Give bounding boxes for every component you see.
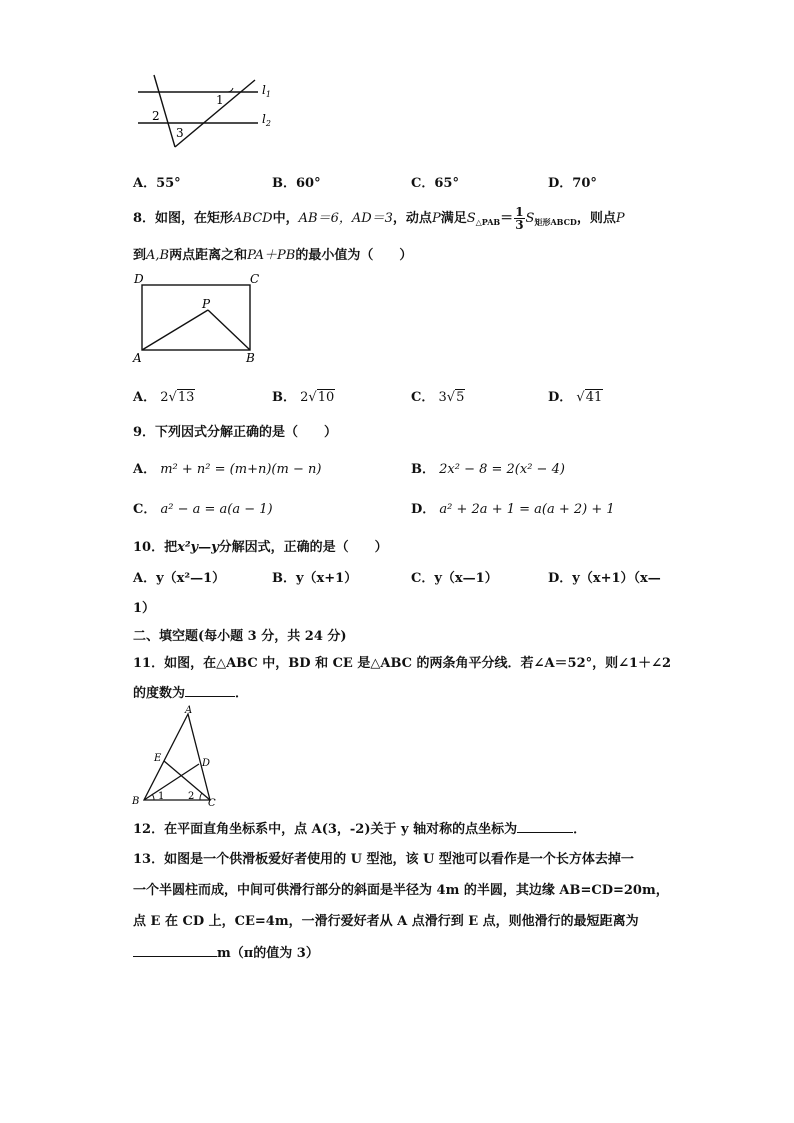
fig7-l2: $l_2$: [262, 112, 271, 128]
fig8-label-b: B: [246, 351, 255, 365]
q9-stem: 9．下列因式分解正确的是（ ）: [133, 425, 338, 440]
fig11-label-a: A: [185, 705, 193, 716]
q9-option-d[interactable]: D． a² + 2a + 1 = a(a + 2) + 1: [411, 502, 615, 517]
q9-option-a[interactable]: A． m² + n² = (m+n)(m − n): [133, 462, 322, 477]
fig11-angle1: 1: [158, 791, 165, 802]
q11-figure: [128, 704, 228, 808]
q8-option-d[interactable]: D． √41: [548, 390, 603, 405]
fig7-angle3: 3: [176, 126, 184, 140]
q11-answer-blank[interactable]: [185, 684, 235, 697]
fig11-label-c: C: [208, 798, 216, 808]
fig8-label-d: D: [134, 272, 144, 286]
transversal-right: [175, 80, 255, 147]
segment-pa: [142, 310, 208, 350]
q10-option-d-wrap: 1）: [133, 601, 156, 616]
fig11-angle2: 2: [188, 791, 195, 802]
q13-stem-line3: 点 E 在 CD 上，CE=4m，一滑行爱好者从 A 点滑行到 E 点，则他滑行的最短距离为: [133, 914, 639, 929]
q11-stem-line2: 的度数为 ．: [133, 686, 249, 701]
q8-option-c[interactable]: C． 3√5: [411, 390, 465, 405]
q7-option-c[interactable]: C．65°: [411, 176, 459, 191]
q7-figure: [130, 72, 280, 152]
q12-answer-blank[interactable]: [517, 820, 573, 833]
fig11-label-d: D: [202, 758, 211, 769]
q10-option-b[interactable]: B．y（x+1）: [272, 571, 358, 586]
q9-option-b[interactable]: B． 2x² − 8 = 2(x² − 4): [411, 462, 565, 477]
fig11-label-b: B: [132, 796, 140, 807]
q10-option-a[interactable]: A．y（x²—1）: [133, 571, 226, 586]
q13-stem-line2: 一个半圆柱而成，中间可供滑行部分的斜面是半径为 4m 的半圆，其边缘 AB=CD=20m，: [133, 883, 669, 898]
q13-answer-blank[interactable]: [133, 944, 217, 957]
q8-option-a[interactable]: A． 2√13: [133, 390, 195, 405]
fig7-l1: $l_1$: [262, 83, 271, 99]
q8-figure: [128, 270, 268, 366]
q8-option-b[interactable]: B． 2√10: [272, 390, 335, 405]
q13-stem-line4: m（π的值为 3）: [133, 942, 319, 961]
q10-option-c[interactable]: C．y（x—1）: [411, 571, 498, 586]
fig7-angle2: 2: [152, 109, 160, 123]
q7-option-d[interactable]: D．70°: [548, 176, 597, 191]
q7-option-b[interactable]: B．60°: [272, 176, 321, 191]
fig8-label-a: A: [133, 351, 142, 365]
fig8-label-c: C: [250, 272, 260, 286]
angle-1-arc: [152, 794, 154, 800]
q13-stem-line1: 13．如图是一个供滑板爱好者使用的 U 型池，该 U 型池可以看作是一个长方体去掉一: [133, 852, 634, 867]
q9-option-c[interactable]: C． a² − a = a(a − 1): [133, 502, 273, 517]
fig8-label-p: P: [202, 297, 211, 311]
q11-stem-line1: 11．如图，在△ABC 中，BD 和 CE 是△ABC 的两条角平分线．若∠A＝52°，则∠1＋∠2: [133, 656, 672, 671]
angle-2-arc: [200, 793, 202, 800]
q7-option-a[interactable]: A．55°: [133, 176, 181, 191]
section-fill-in-heading: 二、填空题(每小题 3 分，共 24 分): [133, 629, 347, 644]
fig7-angle1: 1: [216, 93, 224, 107]
fraction-one-third: $\frac{1}{3}$: [515, 205, 524, 232]
fig11-label-e: E: [154, 753, 162, 764]
q10-stem: 10．把x²y—y分解因式，正确的是（ ）: [133, 540, 388, 555]
q8-stem-line2: 到A,B两点距离之和PA＋PB的最小值为（ ）: [133, 248, 413, 263]
q10-option-d[interactable]: D．y（x+1）（x—: [548, 571, 661, 586]
q8-stem-line1: 8．如图，在矩形ABCD中，AB＝6，AD＝3，动点P满足$S_{\triangle PAB}=$ $\frac{1}{3}$ $S_{矩形ABCD}$，则点P: [133, 205, 625, 232]
q12-stem: 12．在平面直角坐标系中，点 A(3，-2)关于 y 轴对称的点坐标为 ．: [133, 822, 587, 837]
segment-pb: [208, 310, 250, 350]
